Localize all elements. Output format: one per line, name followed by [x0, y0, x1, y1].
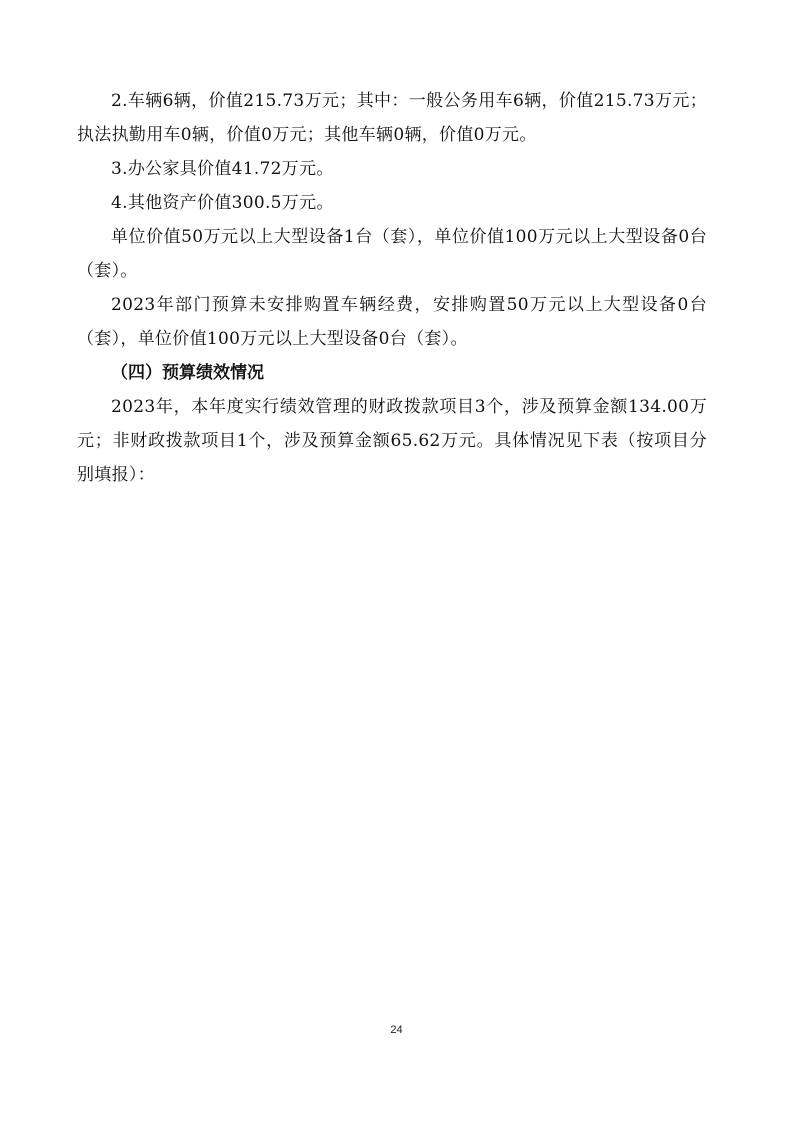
paragraph-furniture: 3.办公家具价值41.72万元。 — [111, 159, 334, 179]
paragraph-other-assets: 4.其他资产价值300.5万元。 — [111, 193, 334, 213]
paragraph-2023-budget: 2023年部门预算未安排购置车辆经费，安排购置50万元以上大型设备0台（套），单位价值100万元以上大型设备0台（套）。 — [77, 295, 707, 349]
page-number: 24 — [390, 1024, 403, 1036]
paragraph-vehicles: 2.车辆6辆，价值215.73万元；其中：一般公务用车6辆，价值215.73万元；执法执勤用车0辆，价值0万元；其他车辆0辆，价值0万元。 — [77, 91, 707, 145]
paragraph-large-equipment: 单位价值50万元以上大型设备1台（套），单位价值100万元以上大型设备0台（套）。 — [77, 227, 707, 281]
paragraph-performance: 2023年，本年度实行绩效管理的财政拨款项目3个，涉及预算金额134.00万元；非财政拨款项目1个，涉及预算金额65.62万元。具体情况见下表（按项目分别填报）： — [77, 397, 707, 485]
document-body — [77, 84, 707, 492]
section-heading: （四）预算绩效情况 — [111, 363, 264, 383]
